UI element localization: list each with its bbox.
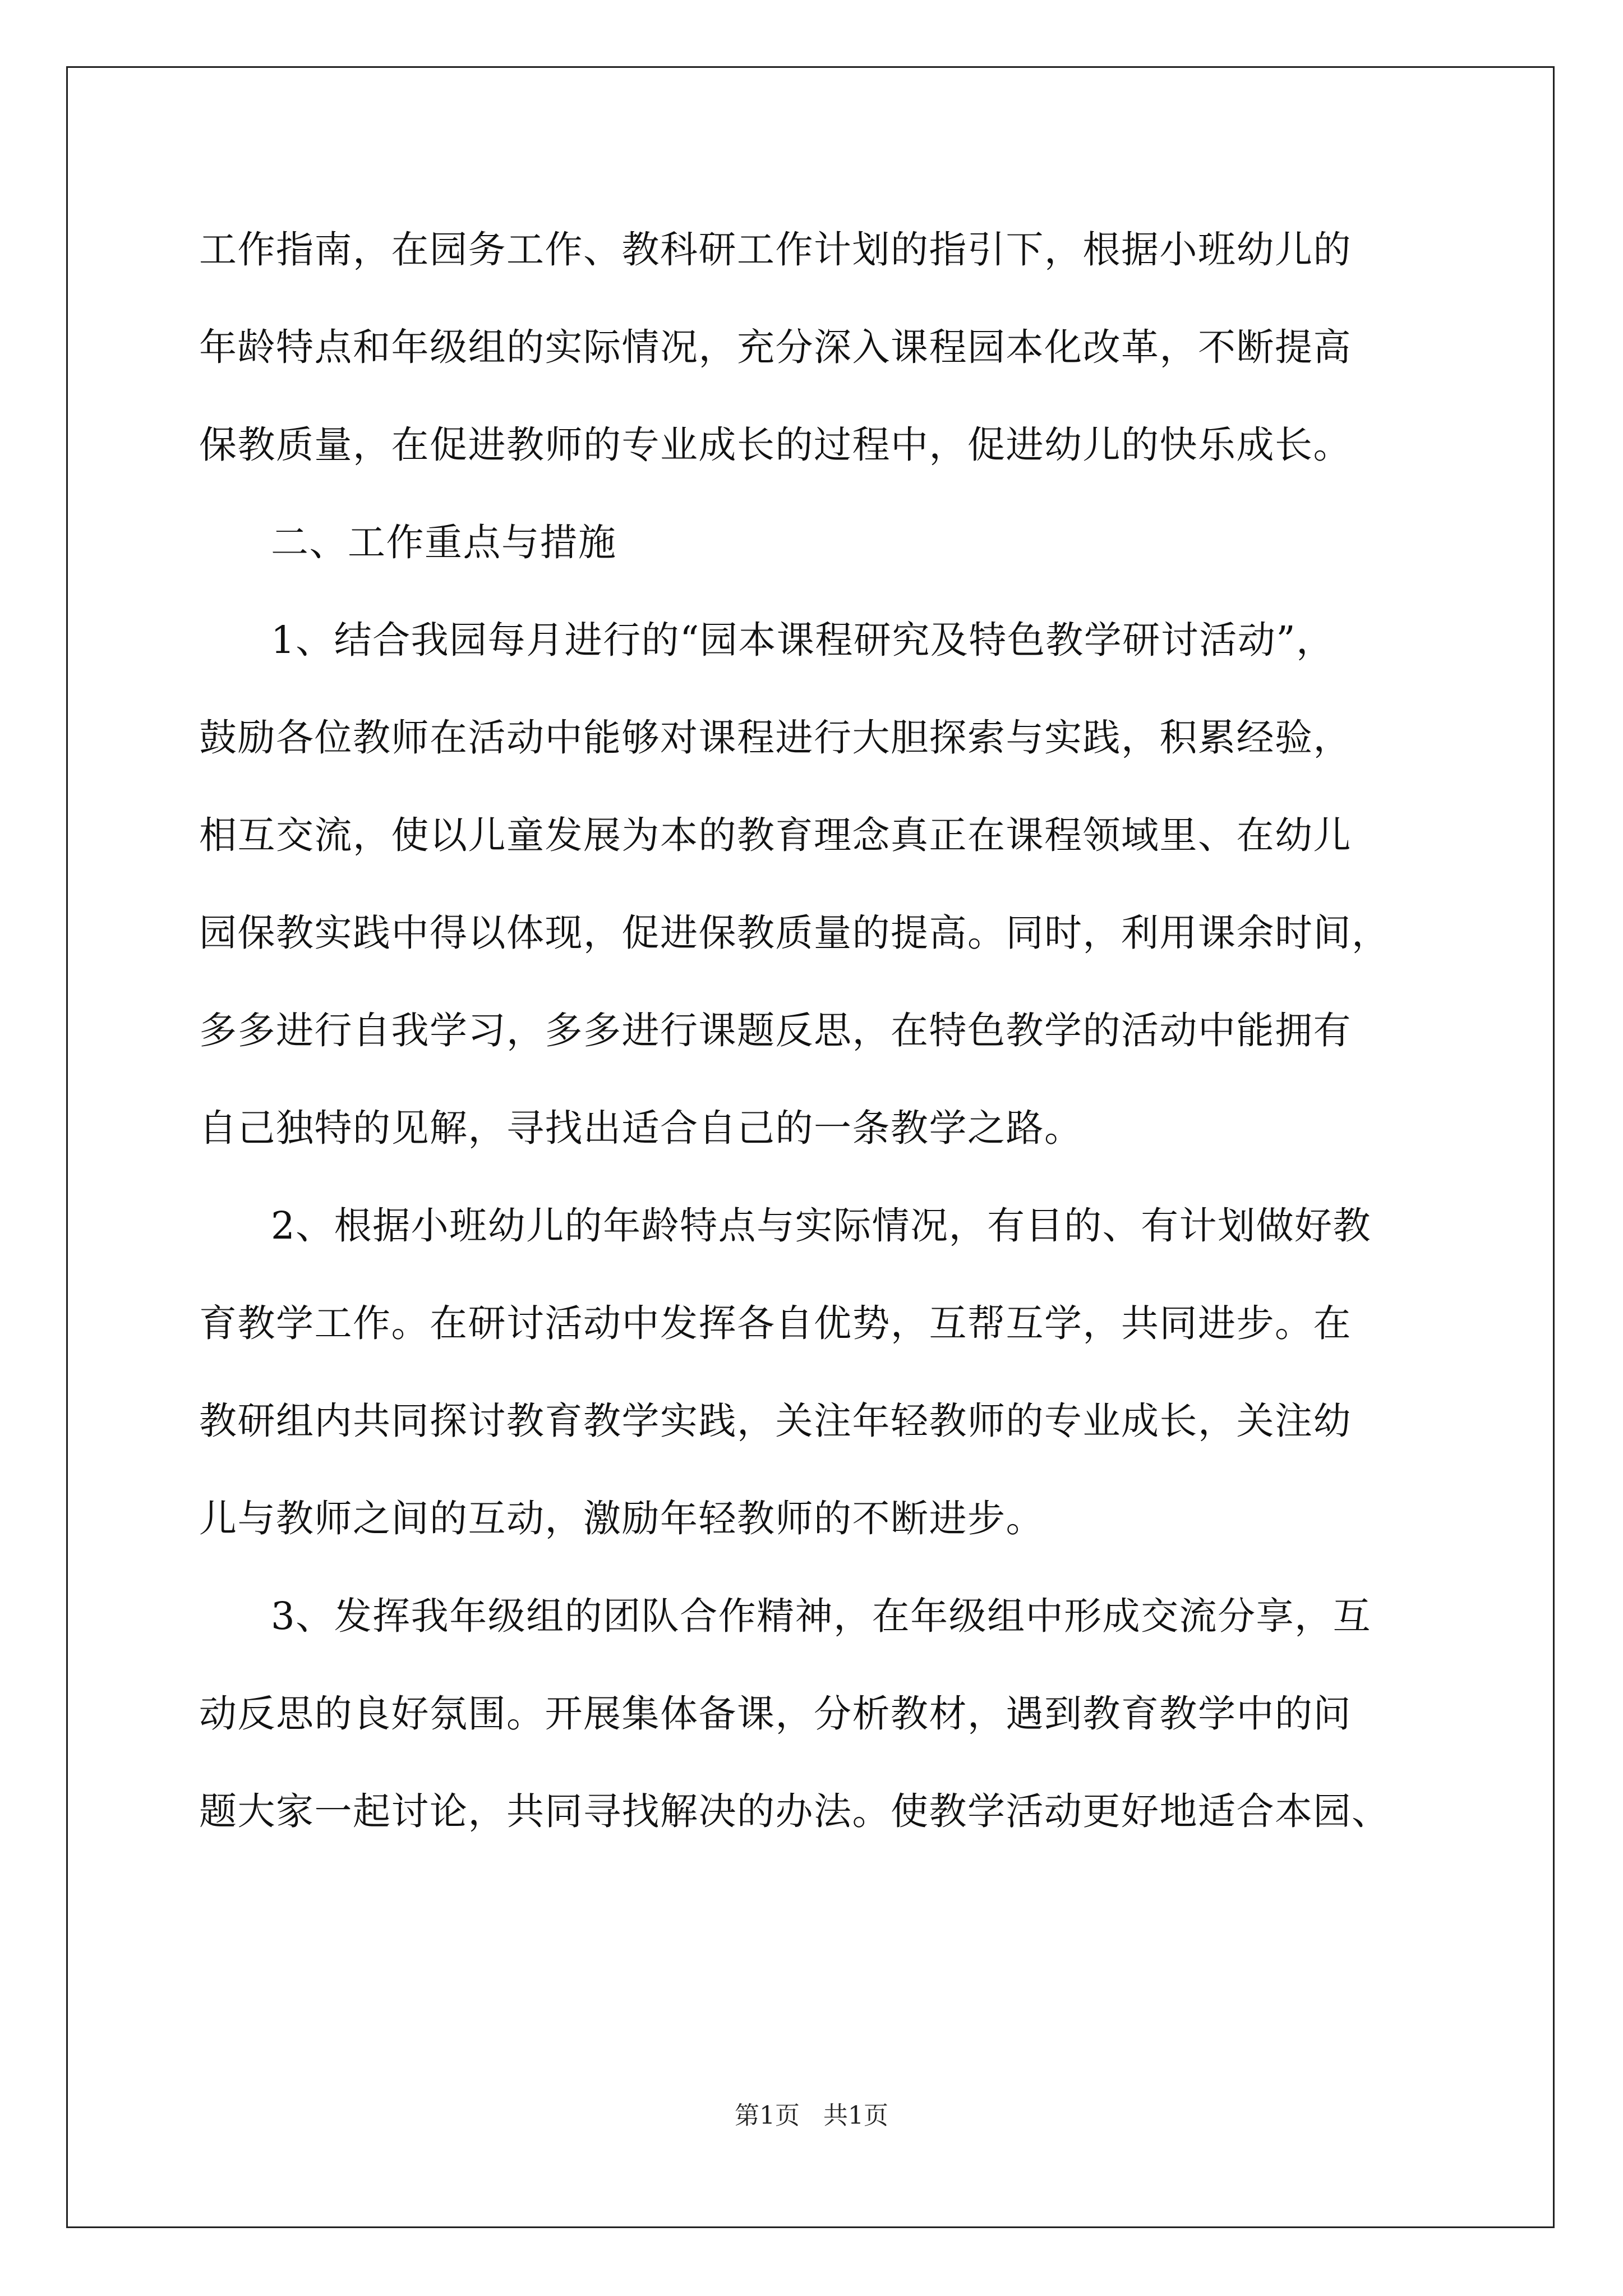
paragraph-line: 1、结合我园每月进行的“园本课程研究及特色教学研讨活动”， — [271, 618, 1335, 662]
paragraph-line: 3、发挥我年级组的团队合作精神，在年级组中形成交流分享，互 — [271, 1594, 1372, 1638]
paragraph-line: 2、根据小班幼儿的年龄特点与实际情况，有目的、有计划做好教 — [271, 1204, 1372, 1248]
paragraph-line: 自己独特的见解，寻找出适合自己的一条教学之路。 — [199, 1106, 1083, 1150]
paragraph-line: 动反思的良好氛围。开展集体备课，分析教材，遇到教育教学中的问 — [199, 1692, 1352, 1736]
paragraph-line: 保教质量，在促进教师的专业成长的过程中，促进幼儿的快乐成长。 — [199, 423, 1352, 467]
paragraph-line: 相互交流，使以儿童发展为本的教育理念真正在课程领域里、在幼儿 — [199, 813, 1352, 857]
paragraph-line: 教研组内共同探讨教育教学实践，关注年轻教师的专业成长，关注幼 — [199, 1399, 1352, 1443]
page-number-footer: 第1页 共1页 — [735, 2101, 888, 2130]
paragraph-line: 园保教实践中得以体现，促进保教质量的提高。同时，利用课余时间， — [199, 911, 1390, 955]
paragraph-line: 多多进行自我学习，多多进行课题反思，在特色教学的活动中能拥有 — [199, 1009, 1352, 1052]
paragraph-line: 工作指南，在园务工作、教科研工作计划的指引下，根据小班幼儿的 — [199, 228, 1352, 272]
paragraph-line: 题大家一起讨论，共同寻找解决的办法。使教学活动更好地适合本园、 — [199, 1789, 1390, 1833]
paragraph-line: 年龄特点和年级组的实际情况，充分深入课程园本化改革，不断提高 — [199, 325, 1352, 369]
paragraph-line: 儿与教师之间的互动，激励年轻教师的不断进步。 — [199, 1497, 1044, 1540]
paragraph-line: 育教学工作。在研讨活动中发挥各自优势，互帮互学，共同进步。在 — [199, 1301, 1352, 1345]
document-body — [199, 216, 1464, 1875]
section-heading: 二、工作重点与措施 — [271, 521, 617, 564]
paragraph-line: 鼓励各位教师在活动中能够对课程进行大胆探索与实践，积累经验， — [199, 716, 1352, 760]
